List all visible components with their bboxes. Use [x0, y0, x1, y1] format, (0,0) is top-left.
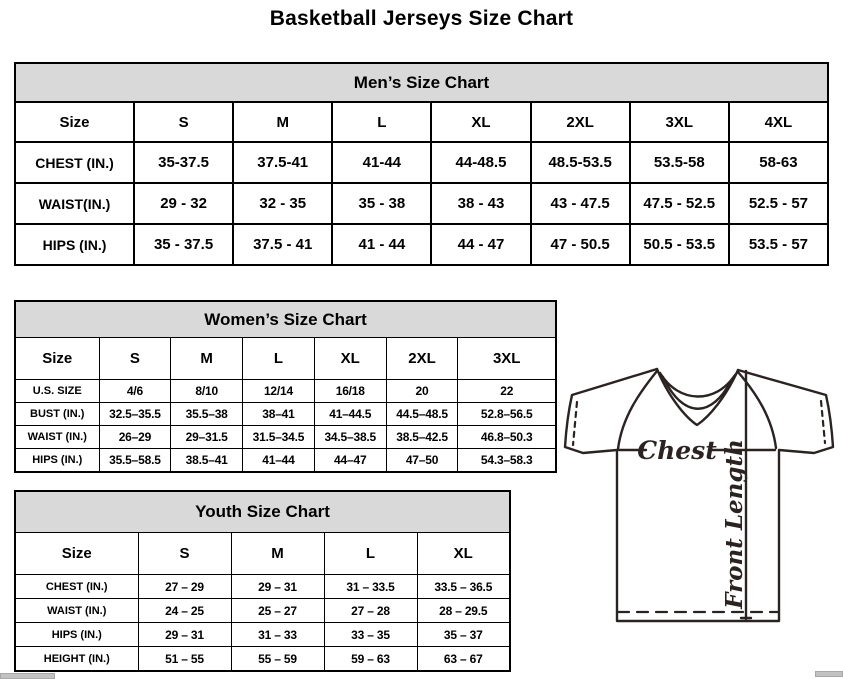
header-cell: S: [138, 533, 231, 575]
value-cell: 35.5–58.5: [99, 449, 171, 473]
value-cell: 54.3–58.3: [458, 449, 556, 473]
table-row: [15, 623, 510, 647]
value-cell: 53.5-58: [630, 142, 729, 183]
value-cell: 41–44: [243, 449, 315, 473]
table-row: [15, 599, 510, 623]
row-label: HIPS (IN.): [15, 623, 138, 647]
jersey-diagram: [557, 362, 841, 625]
row-label: WAIST(IN.): [15, 183, 134, 224]
table-row: [15, 224, 828, 265]
value-cell: 33 – 35: [324, 623, 417, 647]
value-cell: 29–31.5: [171, 426, 243, 449]
header-cell: 3XL: [630, 102, 729, 142]
value-cell: 52.8–56.5: [458, 403, 556, 426]
value-cell: 37.5 - 41: [233, 224, 332, 265]
value-cell: 53.5 - 57: [729, 224, 828, 265]
collar-band-line: [663, 377, 732, 409]
value-cell: 35 - 37.5: [134, 224, 233, 265]
table-row: [15, 575, 510, 599]
womens-size-table: [14, 300, 557, 473]
value-cell: 52.5 - 57: [729, 183, 828, 224]
youth-table-title: Youth Size Chart: [15, 491, 510, 533]
header-cell: Size: [15, 338, 99, 380]
row-label: CHEST (IN.): [15, 575, 138, 599]
value-cell: 34.5–38.5: [314, 426, 386, 449]
table-row: [15, 183, 828, 224]
header-cell: M: [233, 102, 332, 142]
value-cell: 28 – 29.5: [417, 599, 510, 623]
chest-label: Chest: [637, 436, 717, 465]
value-cell: 35-37.5: [134, 142, 233, 183]
header-cell: 3XL: [458, 338, 556, 380]
table-row: [15, 426, 556, 449]
value-cell: 31 – 33.5: [324, 575, 417, 599]
header-cell: XL: [431, 102, 530, 142]
value-cell: 41 - 44: [332, 224, 431, 265]
row-label: WAIST (IN.): [15, 599, 138, 623]
sleeve-seam-right: [738, 372, 776, 448]
header-cell: L: [332, 102, 431, 142]
value-cell: 12/14: [243, 380, 315, 403]
value-cell: 24 – 25: [138, 599, 231, 623]
header-cell: 2XL: [531, 102, 630, 142]
value-cell: 38.5–41: [171, 449, 243, 473]
row-label: HEIGHT (IN.): [15, 647, 138, 672]
value-cell: 44 - 47: [431, 224, 530, 265]
value-cell: 43 - 47.5: [531, 183, 630, 224]
table-row: [15, 142, 828, 183]
header-cell: XL: [417, 533, 510, 575]
row-label: U.S. SIZE: [15, 380, 99, 403]
header-cell: L: [324, 533, 417, 575]
value-cell: 47 - 50.5: [531, 224, 630, 265]
row-label: CHEST (IN.): [15, 142, 134, 183]
value-cell: 38 - 43: [431, 183, 530, 224]
value-cell: 32.5–35.5: [99, 403, 171, 426]
value-cell: 35 - 38: [332, 183, 431, 224]
header-cell: 2XL: [386, 338, 458, 380]
mens-header-row: [15, 102, 828, 142]
value-cell: 29 – 31: [231, 575, 324, 599]
value-cell: 41-44: [332, 142, 431, 183]
value-cell: 37.5-41: [233, 142, 332, 183]
cuff-dash-right: [821, 401, 825, 443]
value-cell: 55 – 59: [231, 647, 324, 672]
value-cell: 16/18: [314, 380, 386, 403]
value-cell: 44.5–48.5: [386, 403, 458, 426]
value-cell: 47–50: [386, 449, 458, 473]
value-cell: 25 – 27: [231, 599, 324, 623]
row-label: WAIST (IN.): [15, 426, 99, 449]
page-title: Basketball Jerseys Size Chart: [269, 7, 574, 30]
value-cell: 58-63: [729, 142, 828, 183]
value-cell: 44–47: [314, 449, 386, 473]
row-label: HIPS (IN.): [15, 449, 99, 473]
row-label: HIPS (IN.): [15, 224, 134, 265]
youth-size-table: [14, 490, 511, 672]
value-cell: 59 – 63: [324, 647, 417, 672]
header-cell: M: [171, 338, 243, 380]
cuff-dash-left: [573, 402, 577, 445]
value-cell: 41–44.5: [314, 403, 386, 426]
table-row: [15, 380, 556, 403]
youth-header-row: [15, 533, 510, 575]
value-cell: 20: [386, 380, 458, 403]
value-cell: 33.5 – 36.5: [417, 575, 510, 599]
header-cell: L: [243, 338, 315, 380]
horizontal-scrollbar-thumb[interactable]: [0, 673, 55, 679]
front-length-label: Front Length: [721, 439, 748, 609]
value-cell: 31 – 33: [231, 623, 324, 647]
value-cell: 48.5-53.5: [531, 142, 630, 183]
value-cell: 31.5–34.5: [243, 426, 315, 449]
value-cell: 8/10: [171, 380, 243, 403]
value-cell: 35.5–38: [171, 403, 243, 426]
horizontal-scrollbar-fragment[interactable]: [815, 671, 843, 677]
womens-header-row: [15, 338, 556, 380]
value-cell: 32 - 35: [233, 183, 332, 224]
value-cell: 46.8–50.3: [458, 426, 556, 449]
value-cell: 50.5 - 53.5: [630, 224, 729, 265]
value-cell: 35 – 37: [417, 623, 510, 647]
header-cell: Size: [15, 102, 134, 142]
value-cell: 26–29: [99, 426, 171, 449]
table-row: [15, 449, 556, 473]
value-cell: 44-48.5: [431, 142, 530, 183]
header-cell: 4XL: [729, 102, 828, 142]
value-cell: 4/6: [99, 380, 171, 403]
header-cell: S: [134, 102, 233, 142]
value-cell: 29 - 32: [134, 183, 233, 224]
value-cell: 47.5 - 52.5: [630, 183, 729, 224]
value-cell: 29 – 31: [138, 623, 231, 647]
mens-table-title: Men’s Size Chart: [15, 63, 828, 102]
header-cell: Size: [15, 533, 138, 575]
header-cell: S: [99, 338, 171, 380]
header-cell: M: [231, 533, 324, 575]
value-cell: 51 – 55: [138, 647, 231, 672]
table-row: [15, 647, 510, 672]
value-cell: 63 – 67: [417, 647, 510, 672]
table-row: [15, 403, 556, 426]
header-cell: XL: [314, 338, 386, 380]
value-cell: 22: [458, 380, 556, 403]
row-label: BUST (IN.): [15, 403, 99, 426]
value-cell: 27 – 29: [138, 575, 231, 599]
value-cell: 38–41: [243, 403, 315, 426]
jersey-outline: [565, 369, 833, 621]
womens-table-title: Women’s Size Chart: [15, 301, 556, 338]
value-cell: 27 – 28: [324, 599, 417, 623]
value-cell: 38.5–42.5: [386, 426, 458, 449]
mens-size-table: [14, 62, 829, 266]
